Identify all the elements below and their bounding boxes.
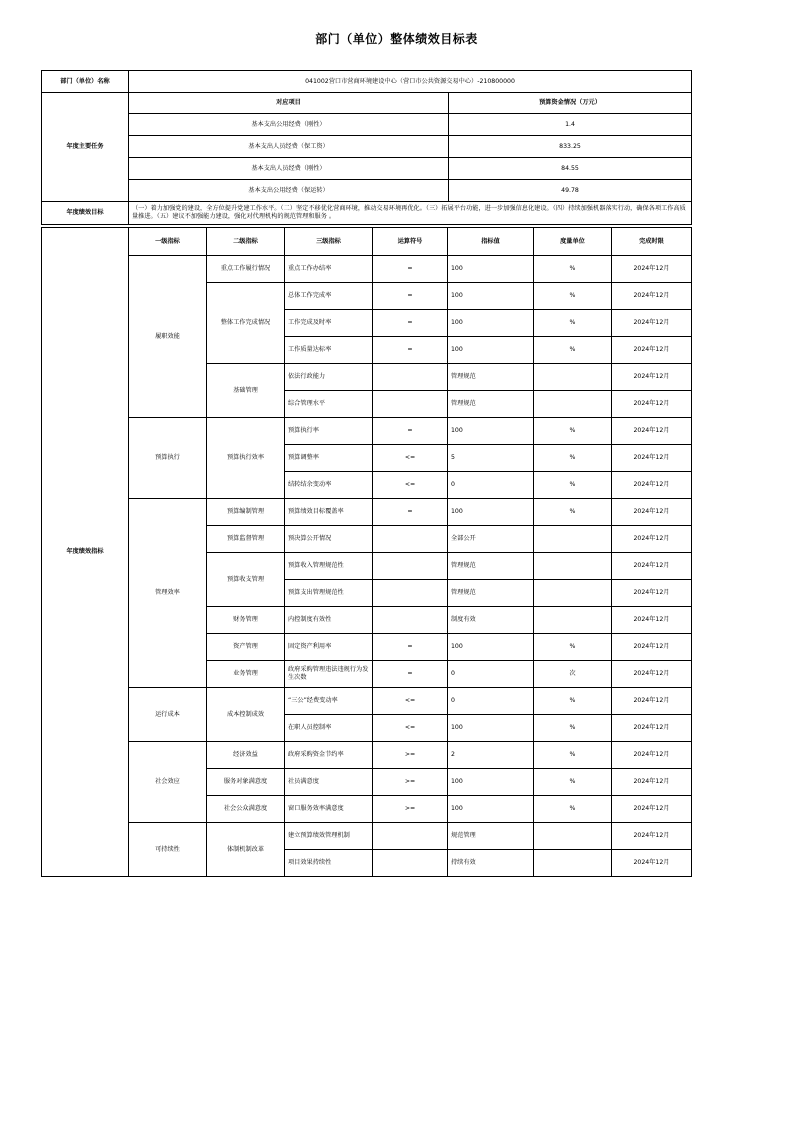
unit-cell: % [534,337,612,364]
tasks-col-item: 对应项目 [129,93,449,114]
level3-cell: 窗口服务效率满意度 [285,796,373,823]
level3-cell: 预决算公开情况 [285,526,373,553]
dept-label: 部门（单位）名称 [42,71,129,93]
level3-cell: 预算调整率 [285,445,373,472]
deadline-cell: 2024年12月 [612,688,692,715]
level3-cell: 政府采购资金节约率 [285,742,373,769]
value-cell: 100 [448,256,534,283]
task-fund: 84.55 [449,158,692,180]
task-item: 基本支出公用经费（保运转） [129,180,449,202]
value-cell: 持续有效 [448,850,534,877]
level3-cell: 项目效果持续性 [285,850,373,877]
deadline-cell: 2024年12月 [612,553,692,580]
level3-cell: 重点工作办结率 [285,256,373,283]
level1-cell: 管理效率 [129,499,207,688]
level3-cell: 内控制度有效性 [285,607,373,634]
deadline-cell: 2024年12月 [612,742,692,769]
value-cell: 0 [448,472,534,499]
operator-cell [373,850,448,877]
operator-cell [373,580,448,607]
operator-cell [373,391,448,418]
value-cell: 100 [448,418,534,445]
level3-cell: 工作质量达标率 [285,337,373,364]
indicators-table [41,227,692,877]
level3-cell: 预算执行率 [285,418,373,445]
level3-cell: 社员满意度 [285,769,373,796]
deadline-cell: 2024年12月 [612,445,692,472]
deadline-cell: 2024年12月 [612,715,692,742]
deadline-cell: 2024年12月 [612,769,692,796]
level3-cell: 预算收入管理规范性 [285,553,373,580]
level1-cell: 可持续性 [129,823,207,877]
tasks-label: 年度主要任务 [42,93,129,202]
col-header-op: 运算符号 [373,228,448,256]
deadline-cell: 2024年12月 [612,256,692,283]
operator-cell: = [373,337,448,364]
value-cell: 管理规范 [448,364,534,391]
value-cell: 100 [448,337,534,364]
operator-cell: <= [373,715,448,742]
level2-cell: 预算编制管理 [207,499,285,526]
level3-cell: 总体工作完成率 [285,283,373,310]
unit-cell [534,391,612,418]
level2-cell: 经济效益 [207,742,285,769]
unit-cell [534,364,612,391]
unit-cell: % [534,283,612,310]
level1-cell: 社会效应 [129,742,207,823]
level2-cell: 基础管理 [207,364,285,418]
deadline-cell: 2024年12月 [612,364,692,391]
level2-cell: 预算监督管理 [207,526,285,553]
level2-cell: 服务对象满意度 [207,769,285,796]
deadline-cell: 2024年12月 [612,472,692,499]
deadline-cell: 2024年12月 [612,310,692,337]
unit-cell: % [534,769,612,796]
value-cell: 0 [448,688,534,715]
unit-cell: % [534,256,612,283]
level3-cell: 政府采购管理违法违规行为发生次数 [285,661,373,688]
level2-cell: 重点工作履行情况 [207,256,285,283]
operator-cell: = [373,256,448,283]
value-cell: 100 [448,283,534,310]
level3-cell: 依法行政能力 [285,364,373,391]
operator-cell: <= [373,472,448,499]
level2-cell: 整体工作完成情况 [207,283,285,364]
unit-cell: % [534,310,612,337]
deadline-cell: 2024年12月 [612,526,692,553]
unit-cell: % [534,796,612,823]
operator-cell: >= [373,742,448,769]
operator-cell [373,364,448,391]
operator-cell: <= [373,445,448,472]
unit-cell [534,850,612,877]
level3-cell: 建立预算绩效管理机制 [285,823,373,850]
value-cell: 100 [448,796,534,823]
operator-cell: = [373,499,448,526]
tasks-col-fund: 预算资金情况（万元） [449,93,692,114]
operator-cell: = [373,283,448,310]
deadline-cell: 2024年12月 [612,580,692,607]
task-fund: 1.4 [449,114,692,136]
deadline-cell: 2024年12月 [612,391,692,418]
value-cell: 100 [448,310,534,337]
operator-cell [373,823,448,850]
unit-cell: 次 [534,661,612,688]
deadline-cell: 2024年12月 [612,499,692,526]
operator-cell [373,526,448,553]
value-cell: 全部公开 [448,526,534,553]
dept-value: 041002营口市营商环境建设中心（营口市公共资源交易中心）-210800000 [129,71,692,93]
unit-cell: % [534,688,612,715]
value-cell: 管理规范 [448,553,534,580]
task-item: 基本支出人员经费（保工资） [129,136,449,158]
summary-table [41,70,692,225]
unit-cell [534,823,612,850]
unit-cell: % [534,472,612,499]
level3-cell: 预算支出管理规范性 [285,580,373,607]
unit-cell: % [534,715,612,742]
unit-cell: % [534,445,612,472]
value-cell: 100 [448,715,534,742]
deadline-cell: 2024年12月 [612,823,692,850]
col-header-l1: 一级指标 [129,228,207,256]
level1-cell: 运行成本 [129,688,207,742]
level3-cell: 工作完成及时率 [285,310,373,337]
level2-cell: 社会公众满意度 [207,796,285,823]
unit-cell: % [534,634,612,661]
level1-cell: 预算执行 [129,418,207,499]
level2-cell: 财务管理 [207,607,285,634]
operator-cell: >= [373,796,448,823]
col-header-deadline: 完成时限 [612,228,692,256]
unit-cell [534,607,612,634]
goal-label: 年度绩效目标 [42,202,129,225]
operator-cell [373,607,448,634]
level3-cell: 固定资产利用率 [285,634,373,661]
value-cell: 5 [448,445,534,472]
page-title: 部门（单位）整体绩效目标表 [315,32,478,46]
unit-cell: % [534,418,612,445]
task-item: 基本支出人员经费（刚性） [129,158,449,180]
level3-cell: 在职人员控制率 [285,715,373,742]
task-fund: 833.25 [449,136,692,158]
level2-cell: 预算收支管理 [207,553,285,607]
task-item: 基本支出公用经费（刚性） [129,114,449,136]
deadline-cell: 2024年12月 [612,796,692,823]
level1-cell: 履职效能 [129,256,207,418]
col-header-l3: 三级指标 [285,228,373,256]
value-cell: 100 [448,499,534,526]
unit-cell [534,526,612,553]
operator-cell: <= [373,688,448,715]
deadline-cell: 2024年12月 [612,634,692,661]
value-cell: 规范管理 [448,823,534,850]
deadline-cell: 2024年12月 [612,337,692,364]
unit-cell [534,580,612,607]
value-cell: 100 [448,769,534,796]
goal-text: （一）着力加强党的建设，全方位提升党建工作水平。（二）坚定不移优化营商环境，推动交易环境再优化。（三）拓展平台功能，进一步加强信息化建设。（四）持续加强机器落实行动，确保各项工作高质量推进。（五）建议不加强能力建设，强化对代理机构的规范管理和服务 。 [129,202,692,225]
indicators-label: 年度绩效指标 [42,228,129,877]
value-cell: 管理规范 [448,580,534,607]
unit-cell: % [534,499,612,526]
level2-cell: 业务管理 [207,661,285,688]
level2-cell: 预算执行效率 [207,418,285,499]
level3-cell: 综合管理水平 [285,391,373,418]
col-header-value: 指标值 [448,228,534,256]
unit-cell [534,553,612,580]
value-cell: 制度有效 [448,607,534,634]
operator-cell: = [373,661,448,688]
unit-cell: % [534,742,612,769]
level2-cell: 成本控制成效 [207,688,285,742]
level3-cell: 结转结余变动率 [285,472,373,499]
operator-cell: = [373,418,448,445]
value-cell: 100 [448,634,534,661]
level3-cell: “三公”经费变动率 [285,688,373,715]
operator-cell: >= [373,769,448,796]
operator-cell: = [373,634,448,661]
operator-cell [373,553,448,580]
deadline-cell: 2024年12月 [612,283,692,310]
deadline-cell: 2024年12月 [612,661,692,688]
level3-cell: 预算绩效目标覆盖率 [285,499,373,526]
task-fund: 49.78 [449,180,692,202]
col-header-l2: 二级指标 [207,228,285,256]
deadline-cell: 2024年12月 [612,850,692,877]
deadline-cell: 2024年12月 [612,418,692,445]
deadline-cell: 2024年12月 [612,607,692,634]
operator-cell: = [373,310,448,337]
value-cell: 2 [448,742,534,769]
value-cell: 0 [448,661,534,688]
value-cell: 管理规范 [448,391,534,418]
level2-cell: 体制机制改革 [207,823,285,877]
col-header-unit: 度量单位 [534,228,612,256]
level2-cell: 资产管理 [207,634,285,661]
